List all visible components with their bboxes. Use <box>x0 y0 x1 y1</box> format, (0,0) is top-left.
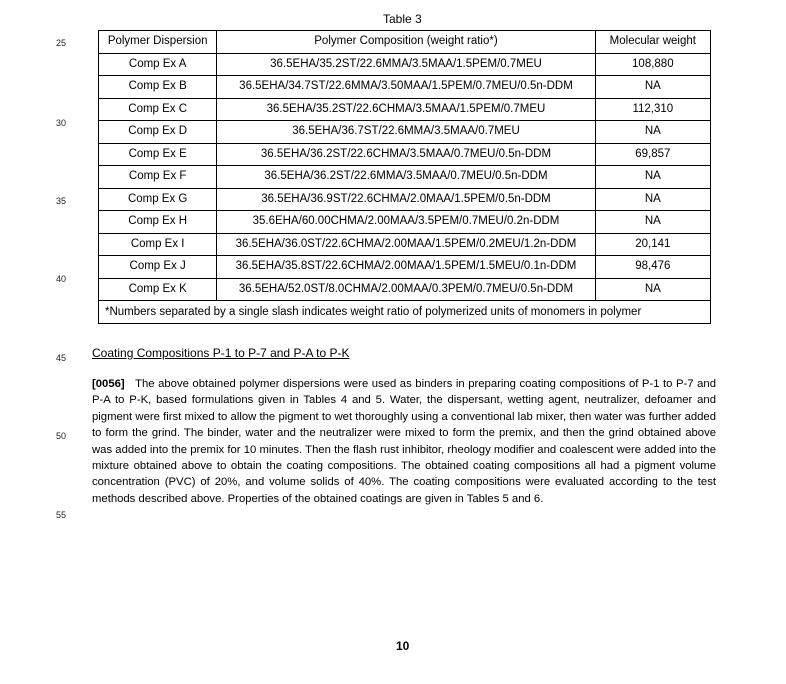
column-header-composition: Polymer Composition (weight ratio*) <box>217 31 595 54</box>
line-number-45: 45 <box>56 353 67 363</box>
table-row <box>99 76 711 99</box>
cell-composition: 36.5EHA/36.7ST/22.6MMA/3.5MAA/0.7MEU <box>217 121 595 144</box>
table-row <box>99 233 711 256</box>
cell-dispersion: Comp Ex E <box>99 143 217 166</box>
table-row <box>99 53 711 76</box>
cell-composition: 36.5EHA/36.2ST/22.6CHMA/3.5MAA/0.7MEU/0.5n-DDM <box>217 143 595 166</box>
cell-dispersion: Comp Ex K <box>99 278 217 301</box>
cell-molecular-weight: NA <box>595 278 710 301</box>
table-row <box>99 188 711 211</box>
line-number-55: 55 <box>56 510 67 520</box>
table-footnote: *Numbers separated by a single slash indicates weight ratio of polymerized units of monomers in polymer <box>99 301 711 324</box>
table-row <box>99 143 711 166</box>
table-footnote-row <box>99 301 711 324</box>
paragraph-number: [0056] <box>92 378 125 390</box>
column-header-molecular-weight: Molecular weight <box>595 31 710 54</box>
cell-molecular-weight: NA <box>595 121 710 144</box>
line-number-30: 30 <box>56 118 67 128</box>
cell-composition: 36.5EHA/36.2ST/22.6MMA/3.5MAA/0.7MEU/0.5n-DDM <box>217 166 595 189</box>
cell-dispersion: Comp Ex J <box>99 256 217 279</box>
cell-molecular-weight: NA <box>595 76 710 99</box>
cell-composition: 35.6EHA/60.00CHMA/2.00MAA/3.5PEM/0.7MEU/0.2n-DDM <box>217 211 595 234</box>
table-row <box>99 166 711 189</box>
cell-molecular-weight: 112,310 <box>595 98 710 121</box>
line-number-40: 40 <box>56 274 67 284</box>
cell-dispersion: Comp Ex I <box>99 233 217 256</box>
cell-composition: 36.5EHA/35.8ST/22.6CHMA/2.00MAA/1.5PEM/1.5MEU/0.1n-DDM <box>217 256 595 279</box>
cell-dispersion: Comp Ex A <box>99 53 217 76</box>
cell-composition: 36.5EHA/36.9ST/22.6CHMA/2.0MAA/1.5PEM/0.5n-DDM <box>217 188 595 211</box>
cell-composition: 36.5EHA/52.0ST/8.0CHMA/2.00MAA/0.3PEM/0.7MEU/0.5n-DDM <box>217 278 595 301</box>
cell-molecular-weight: 98,476 <box>595 256 710 279</box>
table-header-row <box>99 31 711 54</box>
table-row <box>99 98 711 121</box>
section-heading: Coating Compositions P-1 to P-7 and P-A to P-K <box>92 346 350 360</box>
page-number: 10 <box>396 639 410 653</box>
cell-molecular-weight: NA <box>595 188 710 211</box>
table-row <box>99 211 711 234</box>
paragraph-text: The above obtained polymer dispersions were used as binders in preparing coating compositions of P-1 to P-7 and P-A to P-K, based formulations given in Tables 4 and 5. Water, the dispersant, wetting agent, neutralizer, defoamer and pigment were first mixed to allow the pigment to wet thoroughly using a conventional lab mixer, then water was further added to form the grind. The binder, water and the neutralizer were mixed to form the premix, and then the grind obtained above was added into the premix for 10 minutes. Then the flash rust inhibitor, rheology modifier and coalescent were added into the mixture obtained above to obtain the coating compositions. The obtained coating compositions all had a pigment volume concentration (PVC) of 20%, and volume solids of 40%. The coating compositions were evaluated according to the test methods described above. Properties of the obtained coatings are given in Tables 5 and 6. <box>92 378 716 505</box>
column-header-dispersion: Polymer Dispersion <box>99 31 217 54</box>
cell-molecular-weight: NA <box>595 211 710 234</box>
line-number-25: 25 <box>56 38 67 48</box>
cell-dispersion: Comp Ex H <box>99 211 217 234</box>
cell-dispersion: Comp Ex G <box>99 188 217 211</box>
table-title: Table 3 <box>383 12 422 26</box>
cell-molecular-weight: NA <box>595 166 710 189</box>
polymer-dispersion-table <box>98 30 711 324</box>
line-number-50: 50 <box>56 431 67 441</box>
cell-dispersion: Comp Ex D <box>99 121 217 144</box>
body-paragraph <box>92 376 716 507</box>
line-number-35: 35 <box>56 196 67 206</box>
table-row <box>99 278 711 301</box>
cell-dispersion: Comp Ex F <box>99 166 217 189</box>
cell-composition: 36.5EHA/35.2ST/22.6MMA/3.5MAA/1.5PEM/0.7MEU <box>217 53 595 76</box>
table-row <box>99 256 711 279</box>
cell-molecular-weight: 20,141 <box>595 233 710 256</box>
cell-composition: 36.5EHA/35.2ST/22.6CHMA/3.5MAA/1.5PEM/0.7MEU <box>217 98 595 121</box>
cell-dispersion: Comp Ex C <box>99 98 217 121</box>
cell-composition: 36.5EHA/34.7ST/22.6MMA/3.50MAA/1.5PEM/0.7MEU/0.5n-DDM <box>217 76 595 99</box>
cell-molecular-weight: 108,880 <box>595 53 710 76</box>
table-row <box>99 121 711 144</box>
cell-dispersion: Comp Ex B <box>99 76 217 99</box>
cell-molecular-weight: 69,857 <box>595 143 710 166</box>
cell-composition: 36.5EHA/36.0ST/22.6CHMA/2.00MAA/1.5PEM/0.2MEU/1.2n-DDM <box>217 233 595 256</box>
